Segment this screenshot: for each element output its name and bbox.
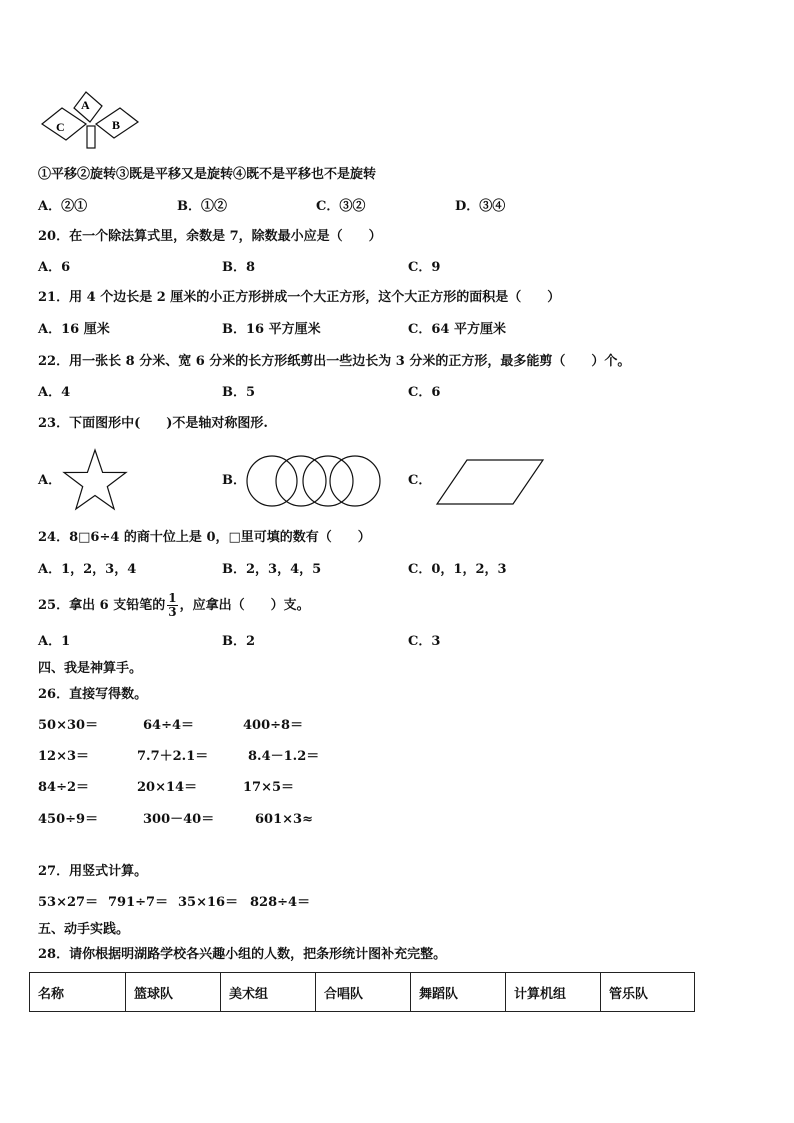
vertical-calc-item: 53×27＝ bbox=[38, 895, 99, 910]
q19-option-c[interactable]: C．③② bbox=[316, 199, 366, 214]
interest-group-table bbox=[29, 972, 695, 1012]
section5-title: 五、动手实践。 bbox=[38, 922, 130, 937]
rotation-figure bbox=[38, 92, 143, 152]
vertical-calc-item: 828÷4＝ bbox=[250, 895, 311, 910]
star-shape bbox=[62, 449, 128, 511]
table-header-cell: 计算机组 bbox=[506, 973, 601, 1012]
table-header-cell: 名称 bbox=[30, 973, 126, 1012]
calc-item: 450÷9＝ bbox=[38, 812, 99, 827]
stem-rect bbox=[87, 126, 95, 148]
table-header-cell: 篮球队 bbox=[126, 973, 221, 1012]
q22-question: 22．用一张长 8 分米、宽 6 分米的长方形纸剪出一些边长为 3 分米的正方形，最多能剪（ ）个。 bbox=[38, 354, 631, 369]
calc-item: 17×5＝ bbox=[243, 780, 295, 795]
vertical-calc-item: 791÷7＝ bbox=[108, 895, 169, 910]
fraction-numerator: 1 bbox=[168, 591, 177, 605]
q20-option-c[interactable]: C．9 bbox=[408, 260, 441, 275]
q23-option-b[interactable]: B． bbox=[222, 473, 246, 488]
q25-question bbox=[38, 592, 310, 619]
q26-title: 26．直接写得数。 bbox=[38, 687, 148, 702]
calc-item: 64÷4＝ bbox=[143, 718, 195, 733]
q21-option-b[interactable]: B．16 平方厘米 bbox=[222, 322, 321, 337]
q25-text-after: ，应拿出（ ）支。 bbox=[179, 598, 310, 613]
table-row bbox=[30, 973, 695, 1012]
table-header-cell: 管乐队 bbox=[601, 973, 695, 1012]
calc-item: 7.7＋2.1＝ bbox=[137, 749, 209, 764]
q22-option-a[interactable]: A．4 bbox=[38, 385, 71, 400]
calc-item: 20×14＝ bbox=[137, 780, 198, 795]
q25-option-a[interactable]: A．1 bbox=[38, 634, 71, 649]
q27-title: 27．用竖式计算。 bbox=[38, 864, 148, 879]
q23-option-c[interactable]: C． bbox=[408, 473, 432, 488]
section4-title: 四、我是神算手。 bbox=[38, 661, 143, 676]
q19-option-d[interactable]: D．③④ bbox=[455, 199, 506, 214]
calc-item: 400÷8＝ bbox=[243, 718, 304, 733]
q20-option-a[interactable]: A．6 bbox=[38, 260, 71, 275]
calc-item: 8.4－1.2＝ bbox=[248, 749, 320, 764]
q24-option-a[interactable]: A．1，2，3，4 bbox=[38, 562, 137, 577]
q20-question: 20．在一个除法算式里，余数是 7，除数最小应是（ ） bbox=[38, 229, 382, 244]
q24-option-c[interactable]: C．0，1，2，3 bbox=[408, 562, 507, 577]
calc-item: 84÷2＝ bbox=[38, 780, 90, 795]
q22-option-b[interactable]: B．5 bbox=[222, 385, 256, 400]
q25-option-c[interactable]: C．3 bbox=[408, 634, 441, 649]
vertical-calc-item: 35×16＝ bbox=[178, 895, 239, 910]
parallelogram-shape bbox=[435, 458, 545, 506]
q25-option-b[interactable]: B．2 bbox=[222, 634, 256, 649]
fraction-denominator: 3 bbox=[168, 605, 177, 619]
label-c: C bbox=[56, 120, 65, 134]
q28-title: 28．请你根据明湖路学校各兴趣小组的人数，把条形统计图补充完整。 bbox=[38, 947, 447, 962]
calc-item: 12×3＝ bbox=[38, 749, 90, 764]
four-circles-shape bbox=[244, 455, 384, 507]
calc-item: 601×3≈ bbox=[255, 812, 313, 827]
calc-item: 300－40＝ bbox=[143, 812, 215, 827]
q21-option-c[interactable]: C．64 平方厘米 bbox=[408, 322, 506, 337]
table-header-cell: 合唱队 bbox=[316, 973, 411, 1012]
table-header-cell: 美术组 bbox=[221, 973, 316, 1012]
q25-text-before: 25．拿出 6 支铅笔的 bbox=[38, 598, 166, 613]
q19-option-b[interactable]: B．①② bbox=[177, 199, 227, 214]
q23-option-a[interactable]: A． bbox=[38, 473, 62, 488]
calc-item: 50×30＝ bbox=[38, 718, 99, 733]
q22-option-c[interactable]: C．6 bbox=[408, 385, 441, 400]
q23-question: 23．下面图形中( )不是轴对称图形. bbox=[38, 416, 268, 431]
q21-option-a[interactable]: A．16 厘米 bbox=[38, 322, 110, 337]
q19-choices: ①平移②旋转③既是平移又是旋转④既不是平移也不是旋转 bbox=[38, 167, 377, 182]
q19-option-a[interactable]: A．②① bbox=[38, 199, 88, 214]
q20-option-b[interactable]: B．8 bbox=[222, 260, 256, 275]
fraction-one-third bbox=[167, 592, 177, 619]
q24-question: 24．8□6÷4 的商十位上是 0，□里可填的数有（ ） bbox=[38, 530, 371, 545]
table-header-cell: 舞蹈队 bbox=[411, 973, 506, 1012]
label-a: A bbox=[81, 98, 90, 112]
label-b: B bbox=[112, 118, 121, 132]
q21-question: 21．用 4 个边长是 2 厘米的小正方形拼成一个大正方形，这个大正方形的面积是（ ） bbox=[38, 290, 561, 305]
q24-option-b[interactable]: B．2，3，4，5 bbox=[222, 562, 322, 577]
